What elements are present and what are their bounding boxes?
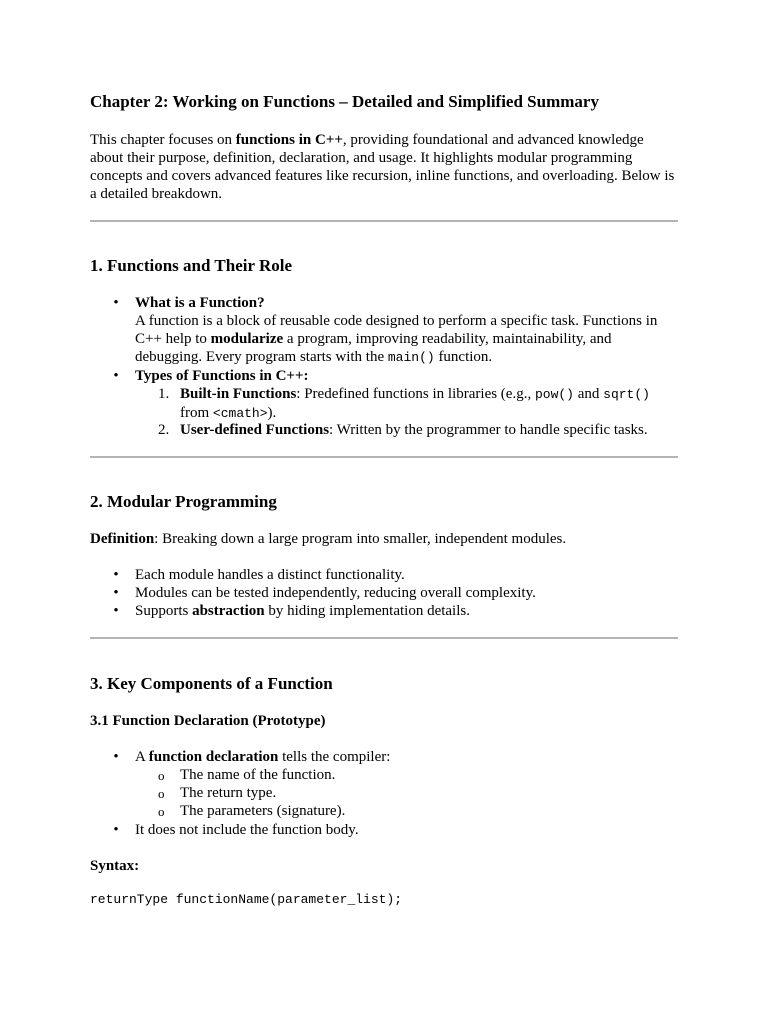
- sub-list-item: The parameters (signature).: [180, 803, 346, 819]
- ordered-item-user-defined: [180, 421, 675, 439]
- section-2-heading: 2. Modular Programming: [90, 492, 277, 511]
- modularize-bold: modularize: [210, 331, 284, 347]
- what-text-3: function.: [434, 349, 493, 365]
- declaration-pre: A: [135, 749, 149, 765]
- section-3-heading: 3. Key Components of a Function: [90, 674, 333, 693]
- section-1-heading: 1. Functions and Their Role: [90, 256, 292, 275]
- intro-text-pre: This chapter focuses on: [90, 132, 236, 148]
- builtin-bold: Built-in Functions: [180, 386, 297, 402]
- abstraction-pre: Supports: [135, 603, 193, 619]
- list-item-types-title: [135, 367, 309, 385]
- declaration-post: tells the compiler:: [278, 749, 391, 765]
- intro-text-post: , providing foundational and advanced knowledge about their purpose, definition, declaration, and usage. It highlights modular programming concepts and covers advanced features like recursion, inline functions, and overloading. Below is a detailed breakdown.: [90, 132, 675, 202]
- sub-list-item: The return type.: [180, 785, 277, 801]
- definition-text: : Breaking down a large program into smaller, independent modules.: [154, 531, 567, 547]
- list-item: Modules can be tested independently, reducing overall complexity.: [135, 585, 536, 601]
- syntax-label: [90, 857, 139, 875]
- builtin-text-2: and: [573, 386, 604, 402]
- list-item-what-is-function: [135, 294, 675, 367]
- divider: [90, 220, 678, 222]
- main-code: main(): [387, 350, 435, 365]
- abstraction-post: by hiding implementation details.: [264, 603, 470, 619]
- declaration-bold: function declaration: [148, 749, 279, 765]
- subsection-heading: 3.1 Function Declaration (Prototype): [90, 713, 326, 729]
- builtin-text-3: from: [180, 405, 213, 421]
- sub-list-item: The name of the function.: [180, 767, 336, 783]
- definition-paragraph: [90, 530, 566, 548]
- sub-bullet-marker: o: [158, 768, 165, 783]
- pow-code: pow(): [534, 387, 574, 402]
- page-title: Chapter 2: Working on Functions – Detailed and Simplified Summary: [90, 92, 599, 111]
- what-text-2: a program, improving readability, maintainability, and debugging. Every program starts with the: [135, 331, 612, 365]
- bullet-marker: •: [113, 603, 119, 619]
- what-is-function-title: What is a Function?: [135, 295, 265, 311]
- intro-paragraph: [90, 131, 680, 203]
- list-item: [135, 602, 470, 620]
- abstraction-bold: abstraction: [192, 603, 265, 619]
- cmath-code: <cmath>: [212, 406, 268, 421]
- sqrt-code: sqrt(): [603, 387, 650, 402]
- bullet-marker: •: [113, 295, 119, 311]
- list-item: Each module handles a distinct functionality.: [135, 567, 405, 583]
- ordered-item-builtin: [180, 385, 675, 423]
- syntax-label-text: Syntax:: [90, 858, 140, 874]
- bullet-marker: •: [113, 368, 119, 384]
- bullet-marker: •: [113, 749, 119, 765]
- builtin-text-4: ).: [267, 405, 277, 421]
- definition-bold: Definition: [90, 531, 155, 547]
- user-defined-text: : Written by the programmer to handle specific tasks.: [329, 422, 648, 438]
- code-block: returnType functionName(parameter_list);: [90, 892, 403, 907]
- ordered-number-2: 2.: [158, 422, 170, 438]
- sub-bullet-marker: o: [158, 786, 165, 801]
- types-title: Types of Functions in C++:: [135, 368, 309, 384]
- builtin-text-1: : Predefined functions in libraries (e.g.,: [296, 386, 535, 402]
- intro-bold: functions in C++: [235, 132, 343, 148]
- list-item-declaration: [135, 748, 390, 766]
- bullet-marker: •: [113, 585, 119, 601]
- divider: [90, 637, 678, 639]
- list-item: It does not include the function body.: [135, 822, 359, 838]
- ordered-number-1: 1.: [158, 386, 170, 402]
- bullet-marker: •: [113, 822, 119, 838]
- sub-bullet-marker: o: [158, 804, 165, 819]
- user-defined-bold: User-defined Functions: [180, 422, 330, 438]
- bullet-marker: •: [113, 567, 119, 583]
- what-text-1: A function is a block of reusable code designed to perform a specific task. Functions in C++ help to: [135, 313, 658, 347]
- divider: [90, 456, 678, 458]
